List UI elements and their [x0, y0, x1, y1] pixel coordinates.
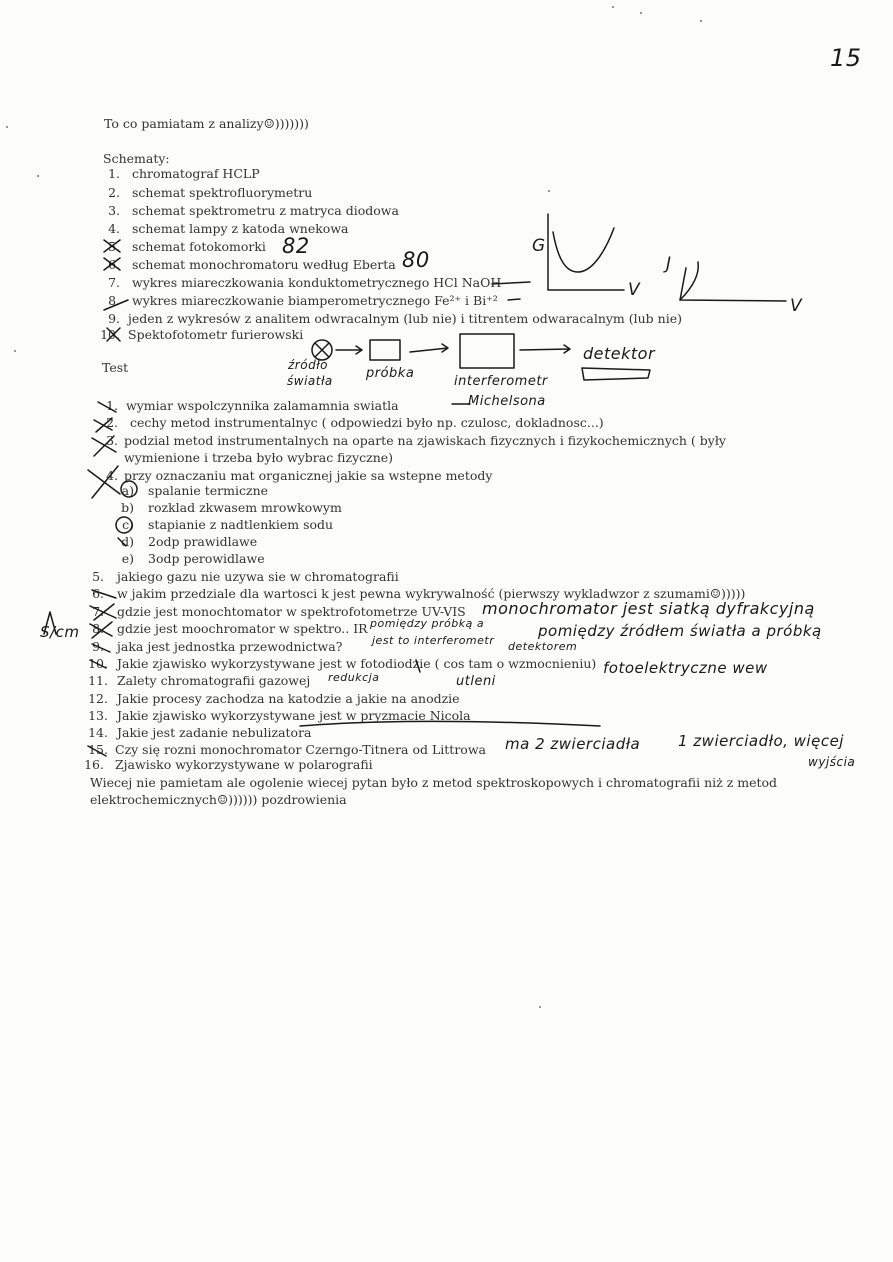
intro-line: To co pamiatam z analizy☺))))))) [104, 116, 309, 131]
test-option-letter: e) [121, 551, 134, 566]
page-number: 15 [830, 44, 862, 72]
test-number: 13. [88, 708, 108, 723]
scheme-number: 10. [100, 327, 120, 342]
scheme-number: 8. [108, 293, 120, 308]
diagram-detector-box [582, 368, 650, 380]
test-number: 7. [92, 604, 104, 619]
answer-8d: detektorem [508, 640, 578, 653]
test-item: jakiego gazu nie uzywa sie w chromatografii [117, 569, 399, 584]
scheme-item: jeden z wykresów z analitem odwracalnym (lub nie) i titrentem odwaracalnym (lub nie) [128, 311, 682, 326]
test-option: rozklad zkwasem mrowkowym [148, 500, 342, 515]
scan-speck [37, 175, 39, 177]
diagram-interferometer-box [460, 334, 514, 368]
test-number: 14. [88, 725, 108, 740]
diagram-label-detector: detektor [583, 344, 656, 363]
scheme-item: chromatograf HCLP [132, 166, 260, 181]
scan-speck [6, 126, 8, 128]
diagram-label-sample: próbka [366, 366, 415, 381]
biamperometric-graph-curve [680, 262, 698, 300]
graph-axis-label-v2: V [790, 296, 803, 316]
test-item: gdzie jest moochromator w spektro.. IR [117, 621, 368, 636]
scan-speck [700, 20, 702, 22]
answer-9: S/cm [40, 623, 80, 641]
test-number: 1. [106, 398, 118, 413]
closing-line-2: elektrochemicznych☺)))))) pozdrowienia [90, 792, 347, 807]
test-item: Jakie jest zadanie nebulizatora [117, 725, 312, 740]
answer-15b: 1 zwierciadło, więcej [678, 732, 844, 750]
test-item-continuation: wymienione i trzeba było wybrac fizyczne) [124, 450, 394, 465]
test-item: Zjawisko wykorzystywane w polarografii [115, 757, 373, 772]
scheme-item: schemat monochromatoru według Eberta [132, 257, 396, 272]
biamperometric-graph-axes [680, 268, 786, 301]
test-option-letter: b) [121, 500, 134, 515]
test-number: 3. [106, 433, 118, 448]
test-number: 11. [88, 673, 108, 688]
diagram-sample-box [370, 340, 400, 360]
test-item: jaka jest jednostka przewodnictwa? [117, 639, 343, 654]
test-option-letter: d) [121, 534, 134, 549]
test-item: Jakie procesy zachodza na katodzie a jakie na anodzie [117, 691, 460, 706]
test-number: 8. [92, 621, 104, 636]
test-item: podzial metod instrumentalnych na oparte na zjawiskach fizycznych i fizykochemicznych ( były [124, 433, 726, 448]
scheme-number: 9. [108, 311, 120, 326]
scheme-item: schemat spektrofluorymetru [132, 185, 313, 200]
scheme-item: wykres miareczkowanie biamperometrycznego Fe²⁺ i Bi⁺² [132, 293, 498, 308]
test-option-letter: a) [121, 483, 134, 498]
answer-8a: pomiędzy próbką a [370, 617, 485, 630]
test-heading: Test [102, 360, 129, 375]
scheme-item: schemat fotokomorki [132, 239, 266, 254]
conductometric-graph-curve [553, 228, 614, 272]
test-number: 4. [106, 468, 118, 483]
test-item: cechy metod instrumentalnyc ( odpowiedzi było np. czulosc, dokladnosc...) [130, 415, 604, 430]
test-number: 10. [88, 656, 108, 671]
closing-line-1: Wiecej nie pamietam ale ogolenie wiecej pytan było z metod spektroskopowych i chromatografii niż z metod [90, 775, 778, 790]
scheme-item: wykres miareczkowania konduktometrycznego HCl NaOH [132, 275, 502, 290]
scan-speck [548, 190, 550, 192]
test-item: Jakie zjawisko wykorzystywane jest w pryzmacie Nicola [117, 708, 471, 723]
schemes-heading: Schematy: [103, 151, 170, 166]
test-item: wymiar wspolczynnika zalamamnia swiatla [126, 398, 399, 413]
scheme-number: 2. [108, 185, 120, 200]
scheme-item: schemat spektrometru z matryca diodowa [132, 203, 399, 218]
answer-7: monochromator jest siatką dyfrakcyjną [482, 599, 815, 618]
answer-8c: jest to interferometr [372, 634, 495, 647]
scheme-number: 1. [108, 166, 120, 181]
test-number: 15. [88, 742, 108, 757]
scan-speck [612, 6, 614, 8]
test-option-letter: c) [122, 517, 134, 532]
graph-axis-label-g: G [532, 236, 546, 256]
test-option: 2odp prawidlawe [148, 534, 258, 549]
test-option: stapianie z nadtlenkiem sodu [148, 517, 334, 532]
scheme-number: 7. [108, 275, 120, 290]
scheme-number: 4. [108, 221, 120, 236]
test-item: gdzie jest monochtomator w spektrofotometrze UV-VIS [117, 604, 466, 619]
test-item: przy oznaczaniu mat organicznej jakie sa wstepne metody [124, 468, 493, 483]
answer-11a: redukcja [328, 671, 380, 684]
graph-axis-label-v: V [628, 280, 641, 300]
graph-axis-label-j: J [666, 254, 672, 274]
scan-speck [640, 12, 642, 14]
answer-10: fotoelektryczne wew [603, 659, 768, 677]
test-number: 2. [106, 415, 118, 430]
test-option: 3odp perowidlawe [148, 551, 265, 566]
test-item: w jakim przedziale dla wartosci k jest pewna wykrywalność (pierwszy wykladwzor z szumami☺))))) [117, 586, 746, 601]
answer-15a: ma 2 zwierciadła [505, 735, 641, 753]
answer-8b: pomiędzy źródłem światła a próbką [538, 622, 822, 640]
pointer-line [508, 299, 520, 300]
diagram-label-light: światła [287, 374, 333, 388]
test-item: Jakie zjawisko wykorzystywane jest w fotodiodzie ( cos tam o wzmocnieniu) [117, 656, 597, 671]
scheme-number: 6. [108, 257, 120, 272]
test-number: 12. [88, 691, 108, 706]
diagram-label-source: źródło [288, 358, 328, 372]
test-number: 5. [92, 569, 104, 584]
scan-speck [14, 350, 16, 352]
test-number: 6. [92, 586, 104, 601]
conductometric-graph-axes [548, 214, 624, 290]
diagram-label-interferometer: interferometr [454, 374, 548, 389]
answer-11b: utleni [456, 674, 496, 689]
handwritten-score-80: 80 [402, 248, 430, 272]
answer-15c: wyjścia [808, 755, 856, 769]
scan-speck [539, 1006, 541, 1008]
scheme-number: 3. [108, 203, 120, 218]
test-item: Zalety chromatografii gazowej [117, 673, 311, 688]
test-item: Czy się rozni monochromator Czerngo-Titnera od Littrowa [115, 742, 486, 757]
scheme-number: 5. [108, 239, 120, 254]
test-number: 16. [84, 757, 104, 772]
scheme-item: Spektofotometr furierowski [128, 327, 304, 342]
diagram-label-michelson: Michelsona [468, 394, 546, 409]
diagram-source-circle [312, 340, 332, 360]
test-number: 9. [92, 639, 104, 654]
test-option: spalanie termiczne [148, 483, 269, 498]
scheme-item: schemat lampy z katoda wnekowa [132, 221, 349, 236]
handwritten-score-82: 82 [282, 234, 310, 258]
